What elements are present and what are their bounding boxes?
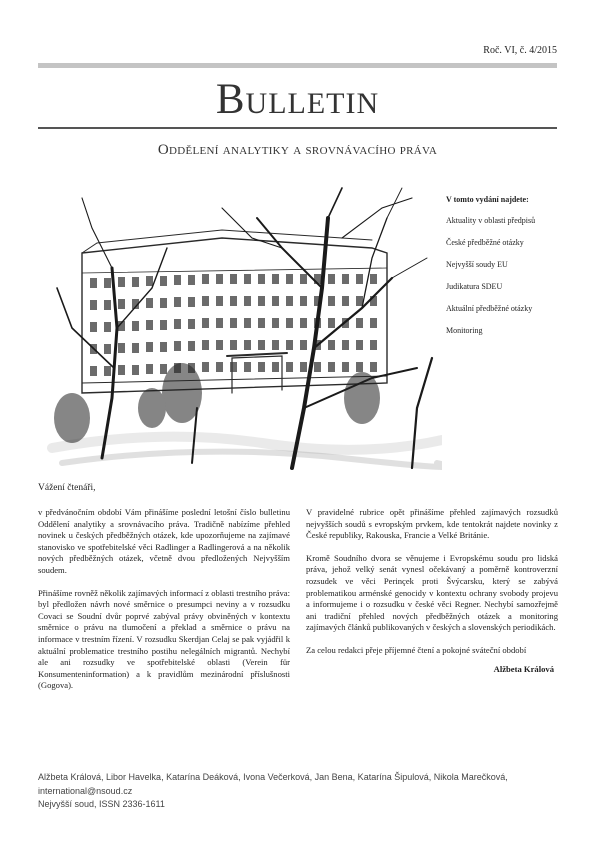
article-paragraph: V pravidelné rubrice opět přinášíme přehled zajímavých rozsudků nejvyšších soudů s evropským prvkem, kde tentokrát najdete novinky z České republiky, Rakouska, Francie a Velké Británie. bbox=[306, 507, 558, 541]
toc-item-judikatura[interactable]: Judikatura SDEU bbox=[446, 282, 503, 291]
article-right-column bbox=[306, 507, 558, 675]
article-paragraph: Přinášíme rovněž několik zajímavých informací z oblasti trestního práva: byl předložen návrh nové směrnice o presumpci neviny a v rozsudku Covaci se Soudní dvůr poprvé zabýval právy obviněných v kontextu směrnice o právu na tlumočení a překlad a směrnice o právu na informace v trestním řízení. V rozsudku Skerdjan Celaj se pak vyjádřil k aktuální problematice trestního postihu nelegálních migrantů. Nechybí ale ani rozsudky ve spotřebitelské oblasti (Verein für Konsumenteninformation) a k pravidlům mezinárodní příslušnosti (Gogova). bbox=[38, 587, 291, 691]
building-sketch-illustration bbox=[42, 178, 442, 478]
toc-item-monitoring[interactable]: Monitoring bbox=[446, 326, 483, 335]
toc-heading: V tomto vydání najdete: bbox=[446, 195, 529, 204]
issue-number: Roč. VI, č. 4/2015 bbox=[483, 45, 557, 56]
toc-item-ceske-otazky[interactable]: České předběžné otázky bbox=[446, 238, 524, 247]
top-divider bbox=[38, 63, 557, 68]
article-paragraph: v předvánočním období Vám přinášíme poslední letošní číslo bulletinu Oddělení analytiky a srovnávacího práva. Tradičně nabízíme přehled novinek u českých předběžných otázek, kde upozorňujeme na zajímavé stanovisko ve spotřebitelské věci Radlinger a Radlingerová a na několik nových předběžných otázek, včetně dvou předložených Nejvyšším soudem. bbox=[38, 507, 290, 575]
footer-publisher: Nejvyšší soud, ISSN 2336-1611 bbox=[38, 799, 165, 809]
table-of-contents bbox=[446, 195, 571, 348]
toc-item-aktuality[interactable]: Aktuality v oblasti předpisů bbox=[446, 216, 536, 225]
toc-item-aktualni-otazky[interactable]: Aktuální předběžné otázky bbox=[446, 304, 533, 313]
page-subtitle: Oddělení analytiky a srovnávacího práva bbox=[157, 142, 438, 158]
title-divider bbox=[38, 127, 557, 129]
signature: Alžbeta Králová bbox=[493, 663, 554, 674]
article-paragraph: Kromě Soudního dvora se věnujeme i Evropskému soudu pro lidská práva, jehož velký senát vynesl očekávaný a poměrně kontroverzní rozsudek ve věci Perinçek proti Švýcarsku, který se zabývá problematikou arménské genocidy v kontextu ochrany svobody projevu a informujeme i o rozsudku v české věci Regner. Nechybí samozřejmě ani tradiční přehled nových předběžných otázek a monitoring zajímavých článků publikovaných v českých a slovenských periodikách. bbox=[306, 552, 558, 633]
article-paragraph: Za celou redakci přeje příjemné čtení a pokojné sváteční období bbox=[306, 644, 527, 655]
toc-item-nejvyssi-soudy[interactable]: Nejvyšší soudy EU bbox=[446, 260, 508, 269]
article-left-column bbox=[38, 507, 290, 703]
footer bbox=[38, 771, 558, 812]
greeting: Vážení čtenáři, bbox=[38, 483, 96, 493]
footer-authors: Alžbeta Králová, Libor Havelka, Katarína Deáková, Ivona Večerková, Jan Bena, Katarína Šipulová, Nikola Marečková, international@nsoud.cz bbox=[38, 772, 508, 796]
page-title: Bulletin bbox=[215, 76, 380, 123]
